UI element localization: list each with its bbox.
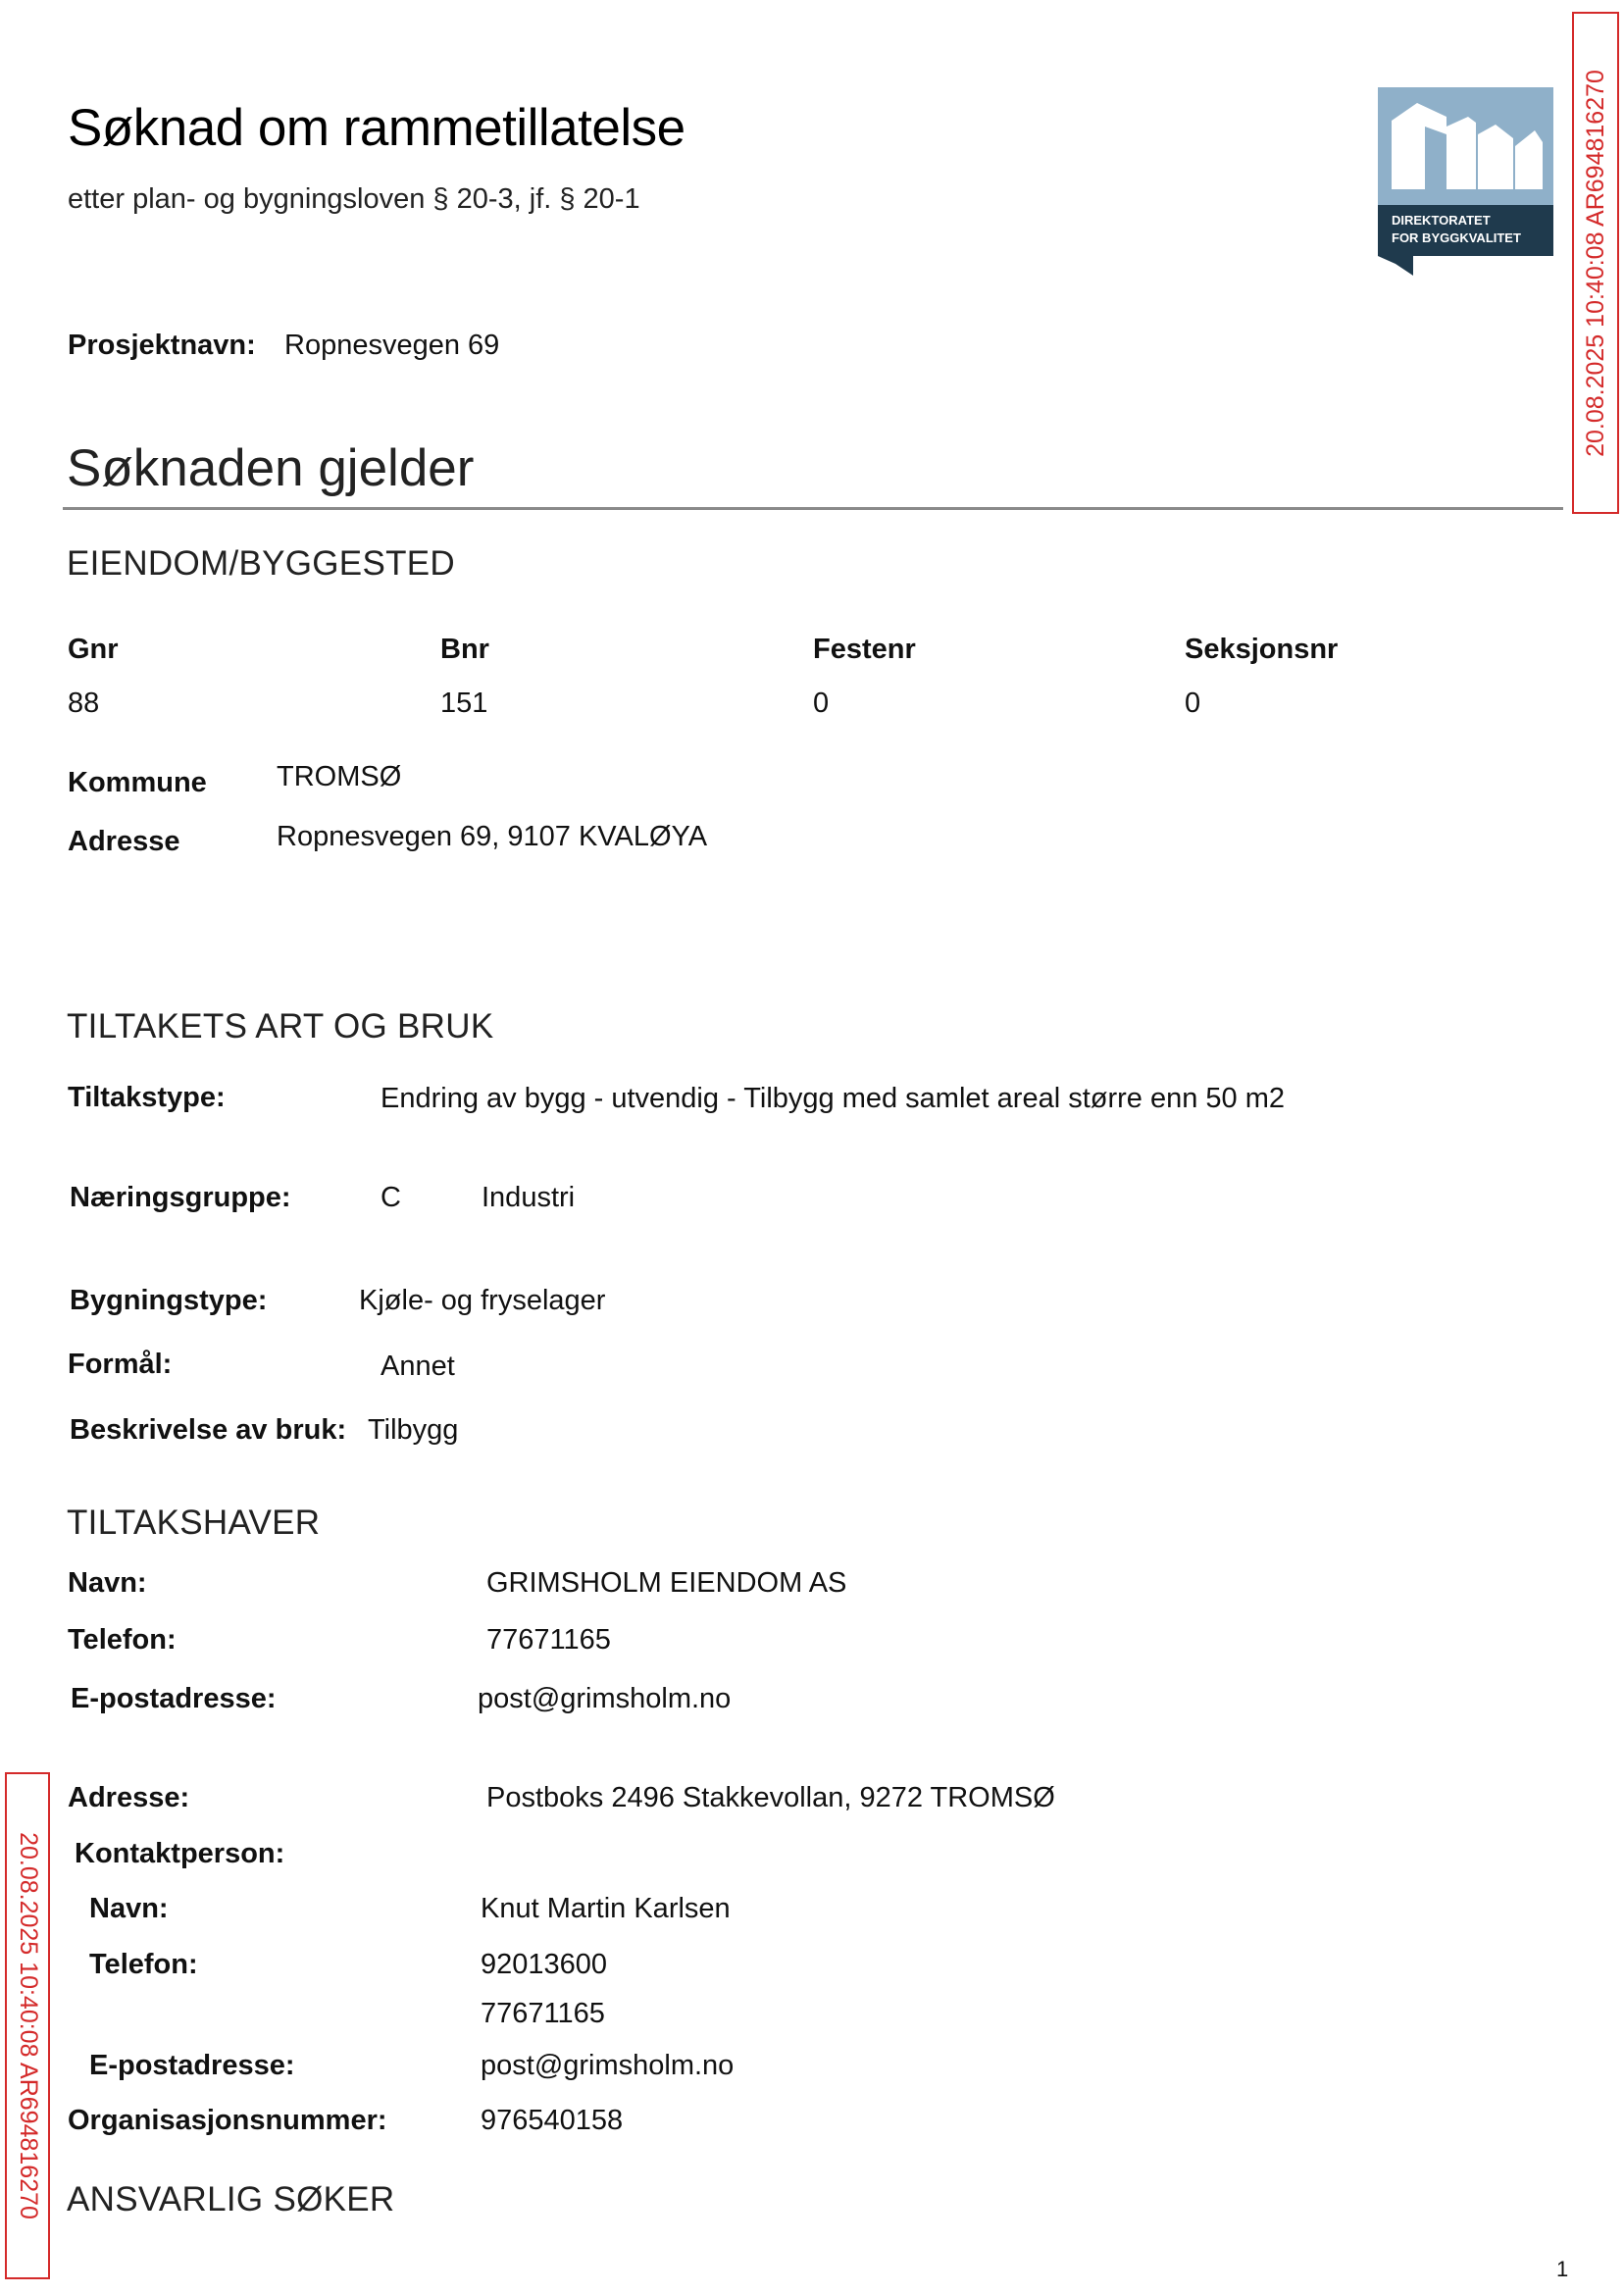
page-number: 1 (1556, 2257, 1569, 2281)
page-title: Søknad om rammetillatelse (68, 99, 685, 157)
adresse-value: Ropnesvegen 69, 9107 KVALØYA (277, 821, 708, 852)
page-subtitle: etter plan- og bygningsloven § 20-3, jf. § 20-1 (68, 183, 640, 215)
gnr-label: Gnr (68, 634, 119, 665)
kommune-label: Kommune (68, 767, 207, 798)
beskrivelse-label: Beskrivelse av bruk: (70, 1414, 347, 1446)
naeringsgruppe-value: Industri (482, 1182, 576, 1213)
naeringsgruppe-label: Næringsgruppe: (70, 1182, 291, 1213)
tiltak-heading: TILTAKETS ART OG BRUK (67, 1007, 494, 1045)
festenr-value: 0 (813, 688, 830, 719)
tiltakshaver-telefon-value: 77671165 (486, 1624, 611, 1656)
kontakt-telefon-label: Telefon: (89, 1949, 198, 1980)
bnr-value: 151 (440, 688, 488, 719)
tiltakshaver-navn-label: Navn: (68, 1567, 147, 1599)
section-divider (63, 507, 1563, 510)
seksjonsnr-label: Seksjonsnr (1185, 634, 1339, 665)
kontakt-epost-value: post@grimsholm.no (481, 2050, 735, 2081)
bygningstype-label: Bygningstype: (70, 1285, 268, 1316)
kontakt-navn-label: Navn: (89, 1893, 169, 1924)
dibk-logo-graphic (1378, 87, 1553, 276)
tiltakshaver-telefon-label: Telefon: (68, 1624, 177, 1656)
stamp-text: 20.08.2025 10:40:08 AR694816270 (14, 1832, 42, 2219)
eiendom-heading: EIENDOM/BYGGESTED (67, 544, 455, 583)
kontakt-telefon-value-2: 77671165 (481, 1998, 605, 2029)
tiltakstype-label: Tiltakstype: (68, 1082, 226, 1113)
kontakt-telefon-value-1: 92013600 (481, 1949, 608, 1980)
kontakt-navn-value: Knut Martin Karlsen (481, 1893, 731, 1924)
orgnr-label: Organisasjonsnummer: (68, 2105, 387, 2136)
bygningstype-value: Kjøle- og fryselager (359, 1285, 606, 1316)
gnr-value: 88 (68, 688, 100, 719)
seksjonsnr-value: 0 (1185, 688, 1201, 719)
dibk-logo (1378, 87, 1553, 276)
formal-label: Formål: (68, 1349, 173, 1380)
section-title: Søknaden gjelder (67, 439, 475, 497)
naeringsgruppe-code: C (381, 1182, 401, 1213)
stamp-text: 20.08.2025 10:40:08 AR694816270 (1581, 69, 1609, 457)
tiltakshaver-epost-label: E-postadresse: (71, 1683, 277, 1714)
adresse-label: Adresse (68, 826, 180, 857)
logo-text-line-2: FOR BYGGKVALITET (1392, 230, 1521, 245)
kontakt-epost-label: E-postadresse: (89, 2050, 295, 2081)
stamp-bottom-left (5, 1772, 50, 2279)
stamp-top-right (1572, 12, 1619, 514)
project-value: Ropnesvegen 69 (284, 330, 500, 361)
festenr-label: Festenr (813, 634, 916, 665)
tiltakshaver-navn-value: GRIMSHOLM EIENDOM AS (486, 1567, 847, 1599)
tiltakshaver-epost-value: post@grimsholm.no (478, 1683, 732, 1714)
orgnr-value: 976540158 (481, 2105, 624, 2136)
kontaktperson-label: Kontaktperson: (75, 1838, 285, 1869)
kommune-value: TROMSØ (277, 761, 402, 792)
tiltakshaver-adresse-label: Adresse: (68, 1782, 190, 1813)
project-label: Prosjektnavn: (68, 330, 256, 361)
tiltakshaver-heading: TILTAKSHAVER (67, 1504, 321, 1542)
ansvarlig-soker-heading: ANSVARLIG SØKER (67, 2180, 395, 2218)
beskrivelse-value: Tilbygg (368, 1414, 459, 1446)
bnr-label: Bnr (440, 634, 489, 665)
tiltakshaver-adresse-value: Postboks 2496 Stakkevollan, 9272 TROMSØ (486, 1782, 1055, 1813)
formal-value: Annet (381, 1351, 455, 1382)
logo-text-line-1: DIREKTORATET (1392, 213, 1491, 228)
tiltakstype-value: Endring av bygg - utvendig - Tilbygg med samlet areal større enn 50 m2 (381, 1083, 1286, 1114)
